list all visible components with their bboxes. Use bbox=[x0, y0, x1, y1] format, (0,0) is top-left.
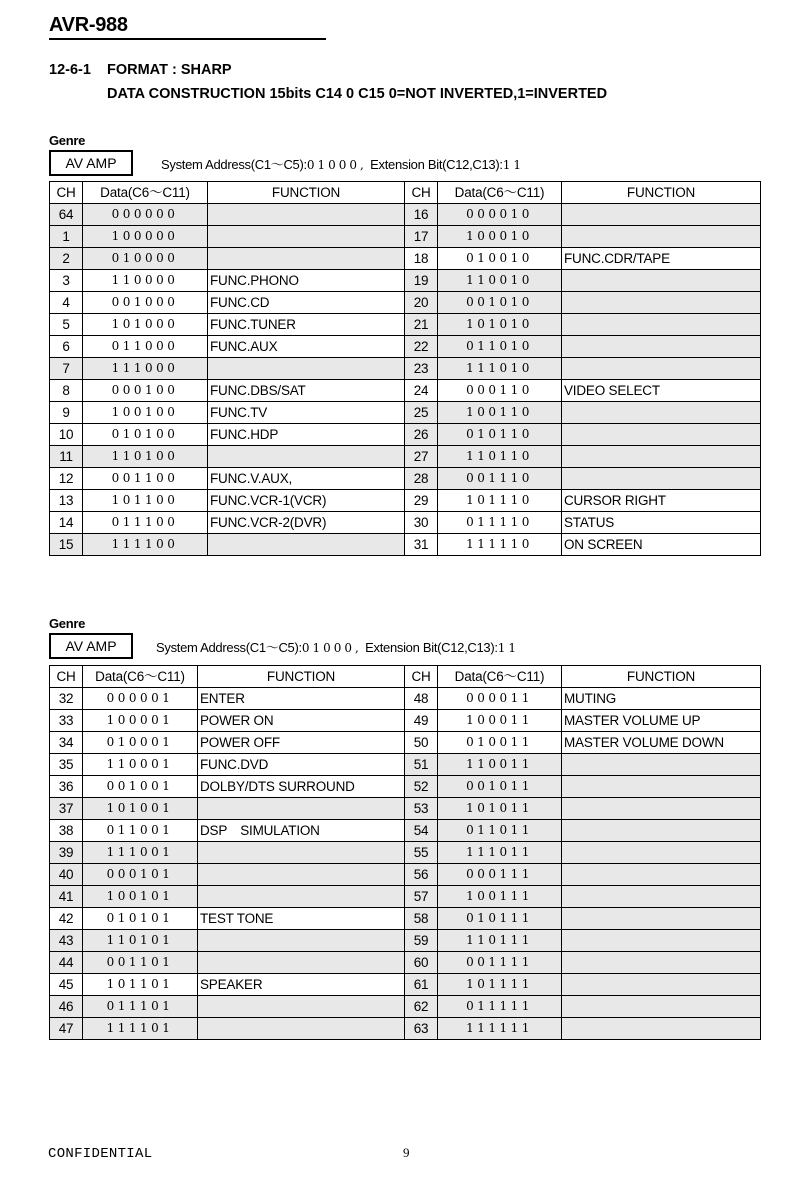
data-cell: 101001 bbox=[83, 798, 198, 820]
table-row bbox=[50, 908, 761, 930]
function-cell bbox=[562, 842, 761, 864]
function-cell bbox=[562, 1018, 761, 1040]
data-cell: 100001 bbox=[83, 710, 198, 732]
data-cell: 011100 bbox=[83, 512, 208, 534]
system-address-value: 01000, bbox=[301, 641, 362, 655]
function-cell bbox=[562, 930, 761, 952]
table-row bbox=[50, 996, 761, 1018]
ch-cell: 17 bbox=[405, 226, 438, 248]
table-row bbox=[50, 776, 761, 798]
ch-cell: 40 bbox=[50, 864, 83, 886]
data-cell: 001000 bbox=[83, 292, 208, 314]
section-number: 12-6-1 bbox=[49, 62, 91, 78]
ch-cell: 57 bbox=[405, 886, 438, 908]
data-header: Data(C6～C11) bbox=[438, 666, 562, 688]
function-cell: STATUS bbox=[562, 512, 761, 534]
ch-cell: 24 bbox=[405, 380, 438, 402]
data-cell: 101010 bbox=[438, 314, 562, 336]
data-cell: 101011 bbox=[438, 798, 562, 820]
data-cell: 100101 bbox=[83, 886, 198, 908]
function-cell bbox=[198, 886, 405, 908]
ch-cell: 55 bbox=[405, 842, 438, 864]
data-cell: 110000 bbox=[83, 270, 208, 292]
ch-cell: 2 bbox=[50, 248, 83, 270]
table-row bbox=[50, 358, 761, 380]
function-cell bbox=[208, 248, 405, 270]
data-cell: 111011 bbox=[438, 842, 562, 864]
data-cell: 110100 bbox=[83, 446, 208, 468]
data-cell: 010000 bbox=[83, 248, 208, 270]
table-row bbox=[50, 534, 761, 556]
ch-cell: 49 bbox=[405, 710, 438, 732]
function-cell bbox=[562, 358, 761, 380]
function-cell bbox=[562, 908, 761, 930]
function-cell: POWER ON bbox=[198, 710, 405, 732]
ch-cell: 28 bbox=[405, 468, 438, 490]
extension-label: Extension Bit(C12,C13): bbox=[370, 157, 503, 172]
function-cell: FUNC.CDR/TAPE bbox=[562, 248, 761, 270]
data-cell: 010011 bbox=[438, 732, 562, 754]
data-cell: 101111 bbox=[438, 974, 562, 996]
function-cell: SPEAKER bbox=[198, 974, 405, 996]
function-cell bbox=[198, 930, 405, 952]
ch-cell: 31 bbox=[405, 534, 438, 556]
function-cell bbox=[562, 754, 761, 776]
function-cell bbox=[562, 952, 761, 974]
table-row bbox=[50, 380, 761, 402]
ch-cell: 5 bbox=[50, 314, 83, 336]
function-cell: MASTER VOLUME UP bbox=[562, 710, 761, 732]
ch-cell: 29 bbox=[405, 490, 438, 512]
data-cell: 111000 bbox=[83, 358, 208, 380]
data-cell: 111010 bbox=[438, 358, 562, 380]
table-row bbox=[50, 424, 761, 446]
function-cell bbox=[198, 952, 405, 974]
system-address-label: System Address(C1～C5): bbox=[161, 157, 307, 172]
ch-cell: 35 bbox=[50, 754, 83, 776]
ch-cell: 21 bbox=[405, 314, 438, 336]
address-line bbox=[156, 637, 519, 656]
ch-cell: 9 bbox=[50, 402, 83, 424]
data-cell: 101110 bbox=[438, 490, 562, 512]
section-subtitle: DATA CONSTRUCTION 15bits C14 0 C15 0=NOT INVERTED,1=INVERTED bbox=[107, 86, 608, 102]
data-cell: 100111 bbox=[438, 886, 562, 908]
data-cell: 000010 bbox=[438, 204, 562, 226]
data-header: Data(C6～C11) bbox=[438, 182, 562, 204]
function-cell bbox=[562, 776, 761, 798]
data-cell: 001011 bbox=[438, 776, 562, 798]
ch-cell: 26 bbox=[405, 424, 438, 446]
function-cell bbox=[208, 534, 405, 556]
data-cell: 101100 bbox=[83, 490, 208, 512]
data-cell: 010001 bbox=[83, 732, 198, 754]
table-row bbox=[50, 754, 761, 776]
data-cell: 000100 bbox=[83, 380, 208, 402]
function-cell: MASTER VOLUME DOWN bbox=[562, 732, 761, 754]
table-row bbox=[50, 468, 761, 490]
table-row bbox=[50, 512, 761, 534]
data-cell: 010010 bbox=[438, 248, 562, 270]
table-row bbox=[50, 490, 761, 512]
code-table bbox=[49, 181, 761, 556]
function-cell: FUNC.DVD bbox=[198, 754, 405, 776]
ch-header: CH bbox=[405, 182, 438, 204]
data-cell: 011010 bbox=[438, 336, 562, 358]
data-cell: 001010 bbox=[438, 292, 562, 314]
ch-cell: 56 bbox=[405, 864, 438, 886]
ch-cell: 22 bbox=[405, 336, 438, 358]
ch-cell: 36 bbox=[50, 776, 83, 798]
function-cell bbox=[562, 226, 761, 248]
ch-cell: 23 bbox=[405, 358, 438, 380]
ch-cell: 15 bbox=[50, 534, 83, 556]
function-cell: CURSOR RIGHT bbox=[562, 490, 761, 512]
data-cell: 011001 bbox=[83, 820, 198, 842]
ch-cell: 48 bbox=[405, 688, 438, 710]
function-cell bbox=[562, 402, 761, 424]
data-cell: 100100 bbox=[83, 402, 208, 424]
ch-cell: 12 bbox=[50, 468, 83, 490]
extension-value: 11 bbox=[497, 641, 519, 655]
function-cell bbox=[562, 204, 761, 226]
function-cell: FUNC.VCR-1(VCR) bbox=[208, 490, 405, 512]
function-cell bbox=[562, 996, 761, 1018]
model-title: AVR-988 bbox=[49, 14, 326, 40]
extension-label: Extension Bit(C12,C13): bbox=[365, 640, 498, 655]
function-cell bbox=[208, 446, 405, 468]
ch-cell: 20 bbox=[405, 292, 438, 314]
data-cell: 111100 bbox=[83, 534, 208, 556]
data-cell: 111110 bbox=[438, 534, 562, 556]
function-cell: POWER OFF bbox=[198, 732, 405, 754]
data-cell: 000011 bbox=[438, 688, 562, 710]
ch-cell: 60 bbox=[405, 952, 438, 974]
ch-cell: 4 bbox=[50, 292, 83, 314]
data-cell: 001101 bbox=[83, 952, 198, 974]
data-cell: 111001 bbox=[83, 842, 198, 864]
ch-cell: 37 bbox=[50, 798, 83, 820]
table-row bbox=[50, 248, 761, 270]
ch-cell: 59 bbox=[405, 930, 438, 952]
data-cell: 110110 bbox=[438, 446, 562, 468]
ch-cell: 10 bbox=[50, 424, 83, 446]
table-row bbox=[50, 402, 761, 424]
function-cell: FUNC.VCR-2(DVR) bbox=[208, 512, 405, 534]
data-cell: 010111 bbox=[438, 908, 562, 930]
function-cell: FUNC.AUX bbox=[208, 336, 405, 358]
function-cell bbox=[562, 292, 761, 314]
function-cell: FUNC.TUNER bbox=[208, 314, 405, 336]
table-row bbox=[50, 732, 761, 754]
function-cell: VIDEO SELECT bbox=[562, 380, 761, 402]
function-cell: DOLBY/DTS SURROUND bbox=[198, 776, 405, 798]
data-cell: 011011 bbox=[438, 820, 562, 842]
genre-label: Genre bbox=[49, 133, 86, 148]
data-cell: 101000 bbox=[83, 314, 208, 336]
ch-cell: 7 bbox=[50, 358, 83, 380]
ch-cell: 53 bbox=[405, 798, 438, 820]
table-row bbox=[50, 292, 761, 314]
ch-cell: 19 bbox=[405, 270, 438, 292]
ch-cell: 18 bbox=[405, 248, 438, 270]
ch-cell: 14 bbox=[50, 512, 83, 534]
function-cell bbox=[208, 358, 405, 380]
data-cell: 001110 bbox=[438, 468, 562, 490]
function-cell: TEST TONE bbox=[198, 908, 405, 930]
data-cell: 011111 bbox=[438, 996, 562, 1018]
function-header: FUNCTION bbox=[562, 666, 761, 688]
ch-header: CH bbox=[50, 666, 83, 688]
function-cell bbox=[198, 798, 405, 820]
ch-cell: 52 bbox=[405, 776, 438, 798]
data-header: Data(C6～C11) bbox=[83, 182, 208, 204]
confidential-label: CONFIDENTIAL bbox=[48, 1146, 153, 1162]
data-cell: 001001 bbox=[83, 776, 198, 798]
table-row bbox=[50, 446, 761, 468]
data-cell: 011110 bbox=[438, 512, 562, 534]
data-cell: 101101 bbox=[83, 974, 198, 996]
ch-cell: 27 bbox=[405, 446, 438, 468]
function-cell: FUNC.PHONO bbox=[208, 270, 405, 292]
function-cell bbox=[562, 446, 761, 468]
function-cell: FUNC.HDP bbox=[208, 424, 405, 446]
function-cell bbox=[562, 270, 761, 292]
table-row bbox=[50, 1018, 761, 1040]
ch-cell: 30 bbox=[405, 512, 438, 534]
data-cell: 110010 bbox=[438, 270, 562, 292]
data-cell: 000101 bbox=[83, 864, 198, 886]
section-title: FORMAT : SHARP bbox=[107, 62, 232, 78]
ch-cell: 8 bbox=[50, 380, 83, 402]
function-cell bbox=[562, 864, 761, 886]
table-row bbox=[50, 798, 761, 820]
ch-cell: 1 bbox=[50, 226, 83, 248]
function-cell bbox=[208, 226, 405, 248]
data-cell: 100110 bbox=[438, 402, 562, 424]
function-cell: FUNC.DBS/SAT bbox=[208, 380, 405, 402]
function-header: FUNCTION bbox=[198, 666, 405, 688]
ch-cell: 54 bbox=[405, 820, 438, 842]
table-row bbox=[50, 820, 761, 842]
ch-cell: 34 bbox=[50, 732, 83, 754]
ch-cell: 6 bbox=[50, 336, 83, 358]
ch-cell: 50 bbox=[405, 732, 438, 754]
table-row bbox=[50, 270, 761, 292]
ch-cell: 46 bbox=[50, 996, 83, 1018]
ch-cell: 44 bbox=[50, 952, 83, 974]
data-cell: 000110 bbox=[438, 380, 562, 402]
table-row bbox=[50, 930, 761, 952]
data-cell: 010110 bbox=[438, 424, 562, 446]
data-cell: 010101 bbox=[83, 908, 198, 930]
function-cell bbox=[198, 996, 405, 1018]
genre-box: AV AMP bbox=[49, 150, 133, 176]
function-cell bbox=[198, 864, 405, 886]
ch-cell: 25 bbox=[405, 402, 438, 424]
data-cell: 001100 bbox=[83, 468, 208, 490]
table-row bbox=[50, 842, 761, 864]
data-cell: 000000 bbox=[83, 204, 208, 226]
ch-cell: 58 bbox=[405, 908, 438, 930]
ch-header: CH bbox=[405, 666, 438, 688]
data-cell: 110101 bbox=[83, 930, 198, 952]
table-header-row bbox=[50, 182, 761, 204]
code-table bbox=[49, 665, 761, 1040]
data-cell: 000001 bbox=[83, 688, 198, 710]
function-cell bbox=[562, 468, 761, 490]
function-cell: FUNC.CD bbox=[208, 292, 405, 314]
ch-cell: 13 bbox=[50, 490, 83, 512]
data-cell: 010100 bbox=[83, 424, 208, 446]
function-cell bbox=[562, 798, 761, 820]
ch-cell: 3 bbox=[50, 270, 83, 292]
table-row bbox=[50, 886, 761, 908]
system-address-label: System Address(C1～C5): bbox=[156, 640, 302, 655]
ch-cell: 63 bbox=[405, 1018, 438, 1040]
page-number: 9 bbox=[403, 1145, 410, 1160]
function-cell: MUTING bbox=[562, 688, 761, 710]
table-row bbox=[50, 336, 761, 358]
function-cell: FUNC.TV bbox=[208, 402, 405, 424]
ch-cell: 51 bbox=[405, 754, 438, 776]
data-cell: 110011 bbox=[438, 754, 562, 776]
table-row bbox=[50, 974, 761, 996]
table-row bbox=[50, 314, 761, 336]
data-cell: 100011 bbox=[438, 710, 562, 732]
ch-cell: 16 bbox=[405, 204, 438, 226]
ch-cell: 42 bbox=[50, 908, 83, 930]
table-row bbox=[50, 204, 761, 226]
data-cell: 011101 bbox=[83, 996, 198, 1018]
function-cell bbox=[562, 314, 761, 336]
function-cell bbox=[198, 842, 405, 864]
ch-cell: 47 bbox=[50, 1018, 83, 1040]
data-cell: 111111 bbox=[438, 1018, 562, 1040]
table-row bbox=[50, 688, 761, 710]
ch-header: CH bbox=[50, 182, 83, 204]
ch-cell: 33 bbox=[50, 710, 83, 732]
data-cell: 100000 bbox=[83, 226, 208, 248]
ch-cell: 61 bbox=[405, 974, 438, 996]
function-cell bbox=[562, 886, 761, 908]
table-row bbox=[50, 952, 761, 974]
data-cell: 111101 bbox=[83, 1018, 198, 1040]
function-cell bbox=[198, 1018, 405, 1040]
table-header-row bbox=[50, 666, 761, 688]
ch-cell: 38 bbox=[50, 820, 83, 842]
function-cell bbox=[562, 974, 761, 996]
function-cell bbox=[562, 424, 761, 446]
function-cell: FUNC.V.AUX, bbox=[208, 468, 405, 490]
ch-cell: 62 bbox=[405, 996, 438, 1018]
table-row bbox=[50, 864, 761, 886]
ch-cell: 41 bbox=[50, 886, 83, 908]
ch-cell: 11 bbox=[50, 446, 83, 468]
function-cell bbox=[562, 336, 761, 358]
data-cell: 001111 bbox=[438, 952, 562, 974]
ch-cell: 64 bbox=[50, 204, 83, 226]
function-header: FUNCTION bbox=[562, 182, 761, 204]
data-header: Data(C6～C11) bbox=[83, 666, 198, 688]
data-cell: 110111 bbox=[438, 930, 562, 952]
genre-label: Genre bbox=[49, 616, 86, 631]
ch-cell: 32 bbox=[50, 688, 83, 710]
data-cell: 011000 bbox=[83, 336, 208, 358]
function-cell: ON SCREEN bbox=[562, 534, 761, 556]
address-line bbox=[161, 154, 524, 173]
function-cell: ENTER bbox=[198, 688, 405, 710]
function-cell: DSP SIMULATION bbox=[198, 820, 405, 842]
genre-box: AV AMP bbox=[49, 633, 133, 659]
function-header: FUNCTION bbox=[208, 182, 405, 204]
function-cell bbox=[562, 820, 761, 842]
system-address-value: 01000, bbox=[306, 158, 367, 172]
extension-value: 11 bbox=[502, 158, 524, 172]
data-cell: 110001 bbox=[83, 754, 198, 776]
ch-cell: 45 bbox=[50, 974, 83, 996]
table-row bbox=[50, 226, 761, 248]
data-cell: 100010 bbox=[438, 226, 562, 248]
table-row bbox=[50, 710, 761, 732]
ch-cell: 39 bbox=[50, 842, 83, 864]
ch-cell: 43 bbox=[50, 930, 83, 952]
function-cell bbox=[208, 204, 405, 226]
data-cell: 000111 bbox=[438, 864, 562, 886]
